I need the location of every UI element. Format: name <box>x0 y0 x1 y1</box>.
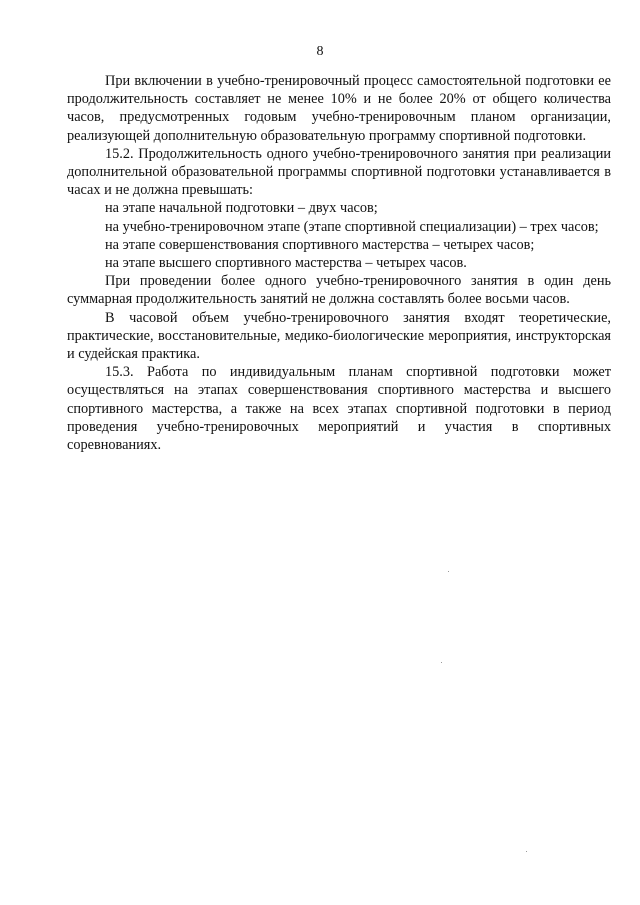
document-body <box>67 72 611 454</box>
scan-speck <box>526 851 527 852</box>
list-item-improvement-stage: на этапе совершенствования спортивного мастерства – четырех часов; <box>105 236 535 253</box>
paragraph-15-2: 15.2. Продолжительность одного учебно-тренировочного занятия при реализации дополнительной образовательной программы спортивной подготовки устанавливается в часах и не должна превышать: <box>67 145 611 199</box>
list-item-training-stage: на учебно-тренировочном этапе (этапе спортивной специализации) – трех часов; <box>105 218 599 235</box>
paragraph-15-3: 15.3. Работа по индивидуальным планам спортивной подготовки может осуществляться на этапах совершенствования спортивного мастерства и высшего спортивного мастерства, а также на всех этапах спортивной подготовки в период проведения учебно-тренировочных мероприятий и участия в спортивных соревнованиях. <box>67 364 611 454</box>
list-item-initial-stage: на этапе начальной подготовки – двух часов; <box>105 200 378 217</box>
scan-speck <box>448 571 449 572</box>
paragraph-self-training: При включении в учебно-тренировочный процесс самостоятельной подготовки ее продолжительность составляет не менее 10% и не более 20% от общего количества часов, предусмотренных годовым учебно-тренировочным планом организации, реализующей дополнительную образовательную программу спортивной подготовки. <box>67 73 611 144</box>
scan-speck <box>441 662 442 663</box>
paragraph-hourly-volume: В часовой объем учебно-тренировочного занятия входят теоретические, практические, восстановительные, медико-биологические мероприятия, инструкторская и судейская практика. <box>67 309 611 363</box>
paragraph-multiple-sessions: При проведении более одного учебно-тренировочного занятия в один день суммарная продолжительность занятий не должна составлять более восьми часов. <box>67 273 611 308</box>
page-number: 8 <box>316 44 324 59</box>
list-item-higher-mastery-stage: на этапе высшего спортивного мастерства – четырех часов. <box>105 255 467 272</box>
